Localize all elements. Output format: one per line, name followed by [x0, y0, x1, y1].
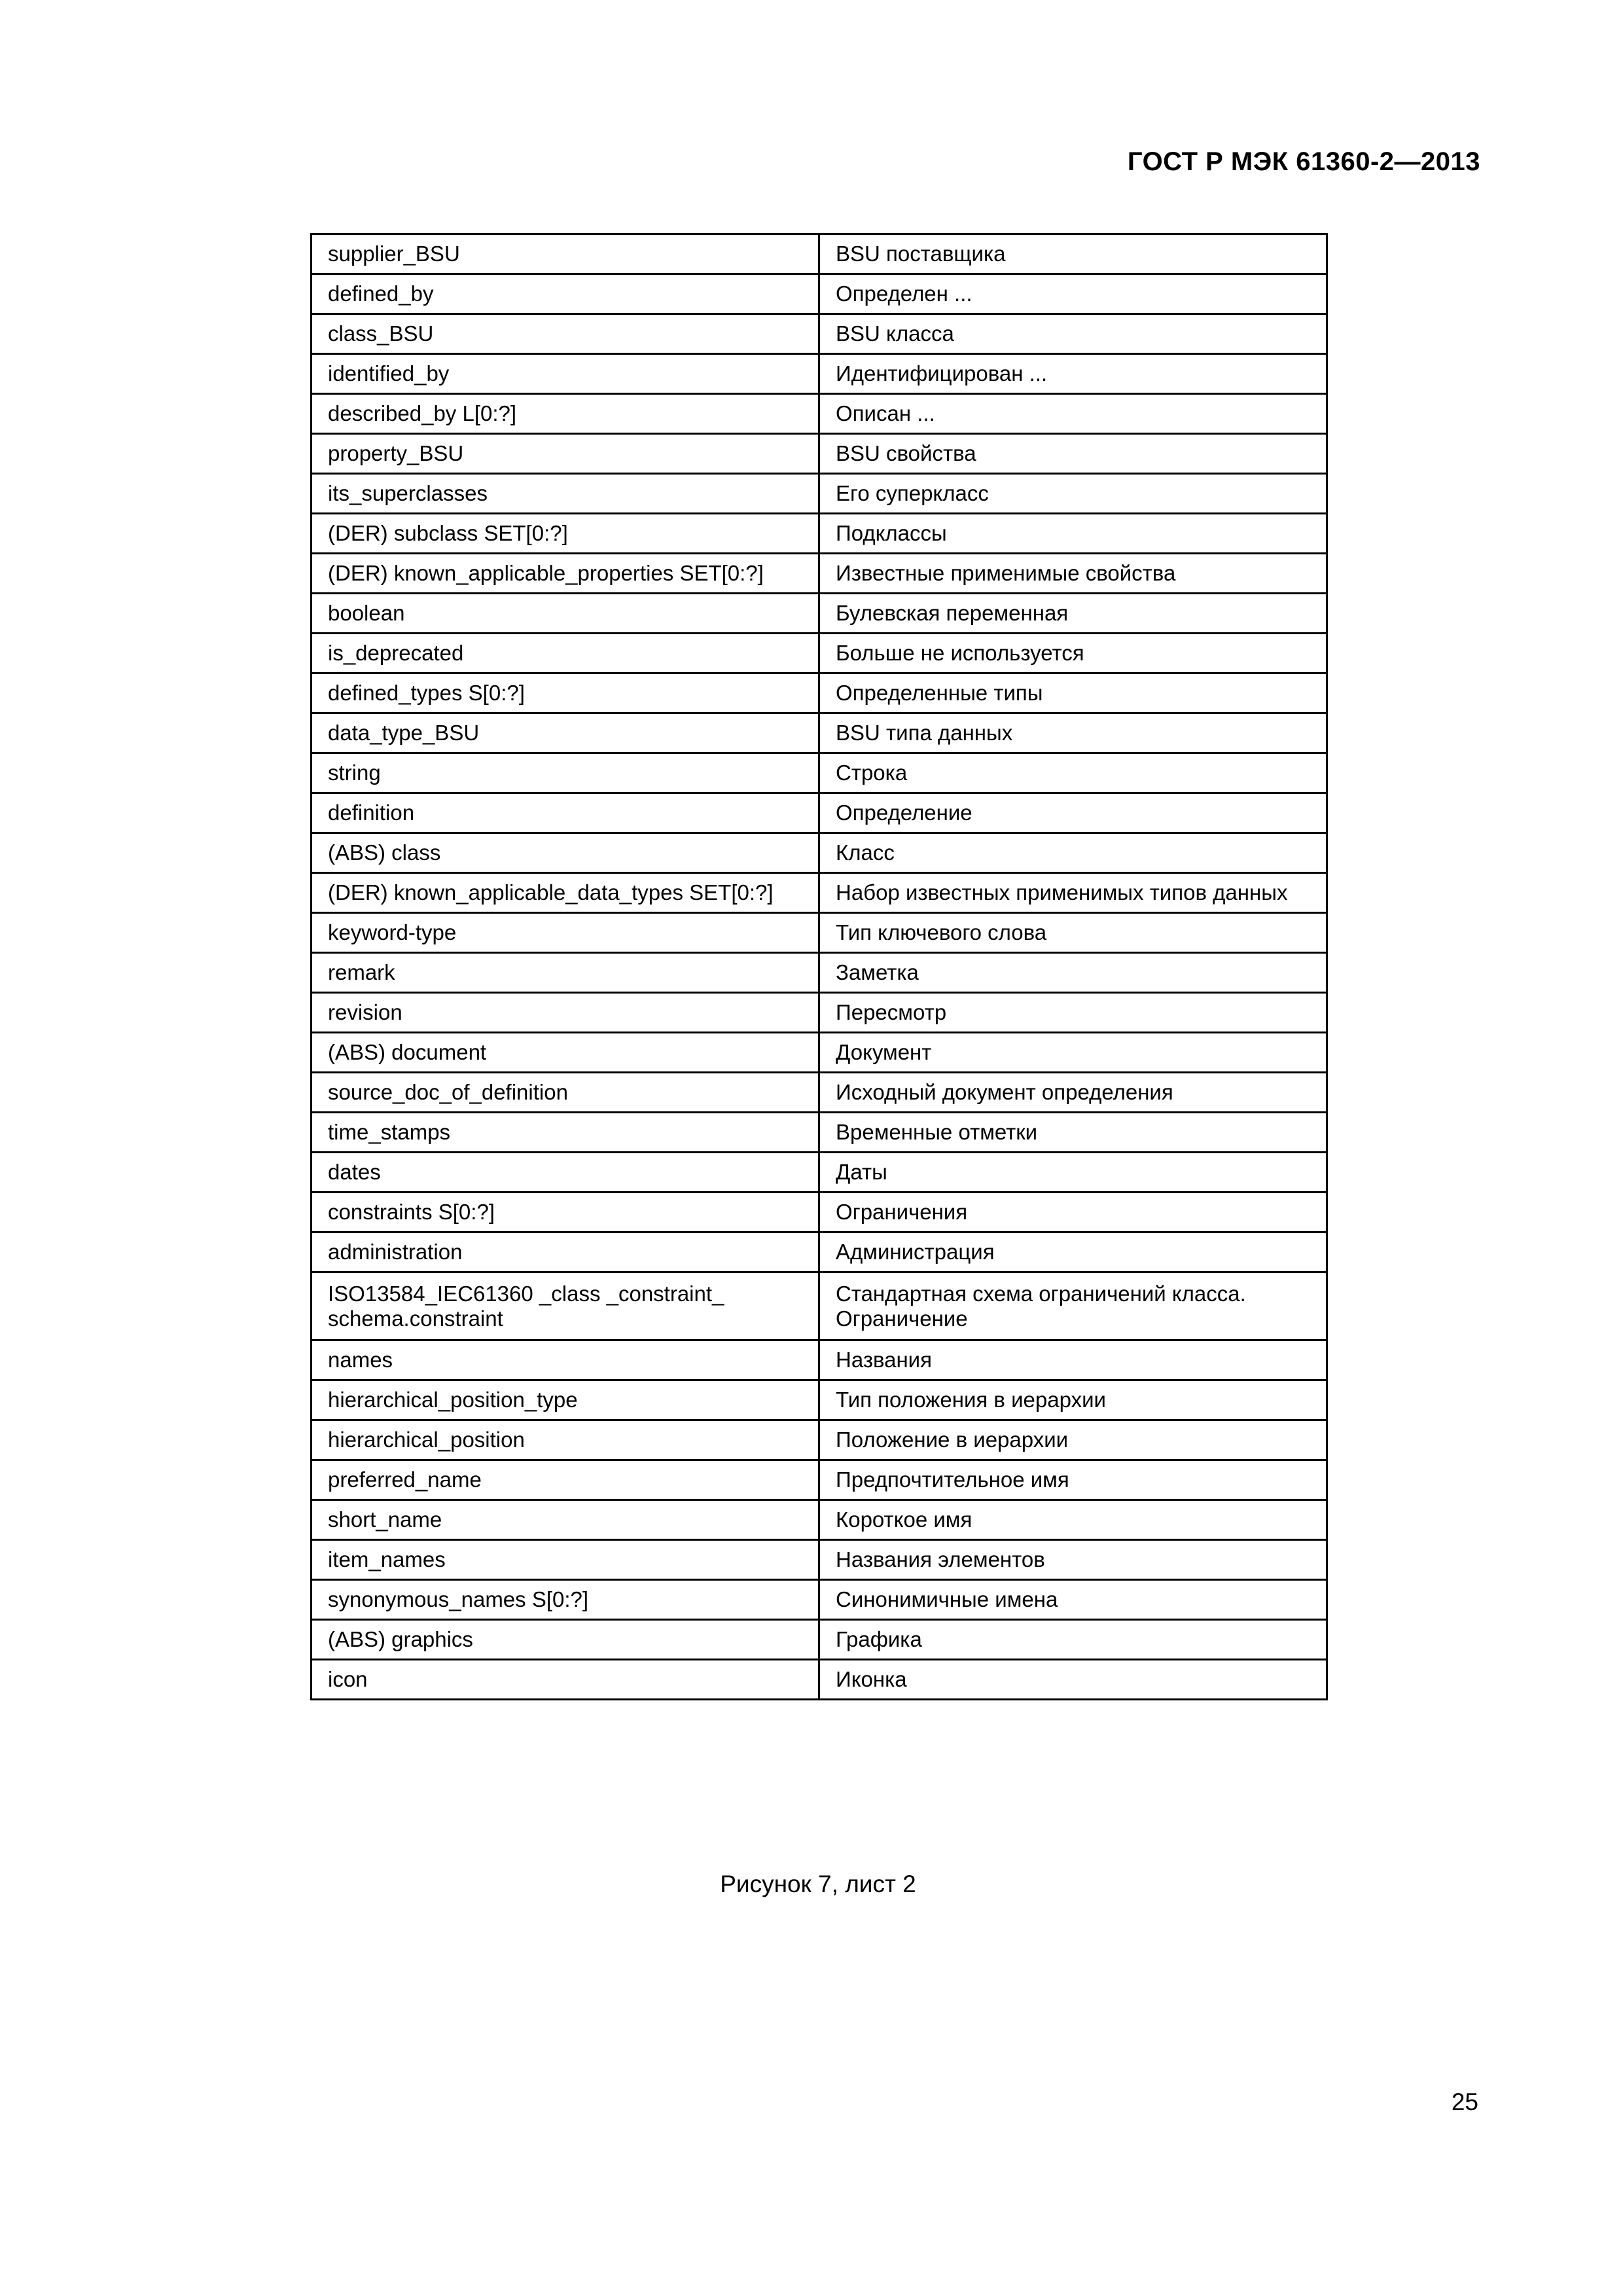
- table-row: [312, 634, 1327, 673]
- translation-cell: Подклассы: [819, 514, 1327, 554]
- translation-cell: Его суперкласс: [819, 474, 1327, 514]
- table-row: [312, 1580, 1327, 1620]
- term-cell: hierarchical_position: [312, 1420, 819, 1460]
- table-row: [312, 394, 1327, 434]
- term-cell: (DER) subclass SET[0:?]: [312, 514, 819, 554]
- table-row: [312, 913, 1327, 953]
- table-row: [312, 833, 1327, 873]
- term-cell: item_names: [312, 1540, 819, 1580]
- translation-cell: Булевская переменная: [819, 594, 1327, 634]
- translation-cell: Известные применимые свойства: [819, 554, 1327, 594]
- translation-cell: Определен ...: [819, 274, 1327, 314]
- translation-cell: Администрация: [819, 1232, 1327, 1272]
- term-cell: (DER) known_applicable_data_types SET[0:?]: [312, 873, 819, 913]
- term-cell: source_doc_of_definition: [312, 1073, 819, 1113]
- term-cell: class_BSU: [312, 314, 819, 354]
- term-cell: property_BSU: [312, 434, 819, 474]
- term-cell: dates: [312, 1153, 819, 1193]
- term-cell: supplier_BSU: [312, 234, 819, 274]
- table-row: [312, 1033, 1327, 1073]
- page-number: 25: [1451, 2089, 1478, 2115]
- translation-cell: Предпочтительное имя: [819, 1460, 1327, 1500]
- translation-cell: Пересмотр: [819, 993, 1327, 1033]
- term-cell: (ABS) graphics: [312, 1620, 819, 1660]
- figure-caption: Рисунок 7, лист 2: [720, 1871, 916, 1897]
- translation-cell: Строка: [819, 753, 1327, 793]
- table-row: [312, 673, 1327, 713]
- table-row: [312, 1660, 1327, 1700]
- table-row: [312, 474, 1327, 514]
- translation-cell: Тип положения в иерархии: [819, 1380, 1327, 1420]
- translation-cell: Короткое имя: [819, 1500, 1327, 1540]
- table-row: [312, 1460, 1327, 1500]
- translation-cell: BSU свойства: [819, 434, 1327, 474]
- table-row: [312, 234, 1327, 274]
- term-cell: preferred_name: [312, 1460, 819, 1500]
- term-cell: hierarchical_position_type: [312, 1380, 819, 1420]
- translation-cell: Временные отметки: [819, 1113, 1327, 1153]
- translation-cell: Даты: [819, 1153, 1327, 1193]
- translation-cell: Ограничения: [819, 1193, 1327, 1232]
- translation-cell: Синонимичные имена: [819, 1580, 1327, 1620]
- translation-cell: Графика: [819, 1620, 1327, 1660]
- translation-cell: Определенные типы: [819, 673, 1327, 713]
- translation-cell: Документ: [819, 1033, 1327, 1073]
- table-row: [312, 713, 1327, 753]
- table-row: [312, 1620, 1327, 1660]
- term-cell: short_name: [312, 1500, 819, 1540]
- translation-cell: Класс: [819, 833, 1327, 873]
- table-row: [312, 793, 1327, 833]
- term-cell: described_by L[0:?]: [312, 394, 819, 434]
- table-row: [312, 1113, 1327, 1153]
- table-row: [312, 594, 1327, 634]
- table-row: [312, 274, 1327, 314]
- term-cell: keyword-type: [312, 913, 819, 953]
- term-cell: icon: [312, 1660, 819, 1700]
- term-cell: definition: [312, 793, 819, 833]
- term-cell: boolean: [312, 594, 819, 634]
- table-row: [312, 1073, 1327, 1113]
- translation-cell: BSU поставщика: [819, 234, 1327, 274]
- translation-cell: Заметка: [819, 953, 1327, 993]
- table-row: [312, 554, 1327, 594]
- table-row: [312, 514, 1327, 554]
- glossary-table-body: [312, 234, 1327, 1700]
- table-row: [312, 1420, 1327, 1460]
- table-row: [312, 953, 1327, 993]
- table-row: [312, 993, 1327, 1033]
- table-row: [312, 434, 1327, 474]
- term-cell: its_superclasses: [312, 474, 819, 514]
- term-cell: (ABS) class: [312, 833, 819, 873]
- table-row: [312, 1340, 1327, 1380]
- table-row: [312, 1153, 1327, 1193]
- table-row: [312, 873, 1327, 913]
- term-cell: administration: [312, 1232, 819, 1272]
- translation-cell: Описан ...: [819, 394, 1327, 434]
- term-cell: string: [312, 753, 819, 793]
- term-cell: defined_by: [312, 274, 819, 314]
- term-cell: defined_types S[0:?]: [312, 673, 819, 713]
- table-row: [312, 1380, 1327, 1420]
- term-cell: data_type_BSU: [312, 713, 819, 753]
- term-cell: ISO13584_IEC61360 _class _constraint_ schema.constraint: [312, 1272, 819, 1340]
- translation-cell: Больше не используется: [819, 634, 1327, 673]
- term-cell: (DER) known_applicable_properties SET[0:?]: [312, 554, 819, 594]
- term-cell: constraints S[0:?]: [312, 1193, 819, 1232]
- term-cell: synonymous_names S[0:?]: [312, 1580, 819, 1620]
- term-cell: (ABS) document: [312, 1033, 819, 1073]
- translation-cell: Набор известных применимых типов данных: [819, 873, 1327, 913]
- translation-cell: Иконка: [819, 1660, 1327, 1700]
- translation-cell: Определение: [819, 793, 1327, 833]
- translation-cell: BSU типа данных: [819, 713, 1327, 753]
- glossary-table: [310, 233, 1328, 1700]
- translation-cell: BSU класса: [819, 314, 1327, 354]
- table-row: [312, 1540, 1327, 1580]
- term-cell: remark: [312, 953, 819, 993]
- document-header-code: ГОСТ Р МЭК 61360-2—2013: [1127, 147, 1480, 176]
- term-cell: names: [312, 1340, 819, 1380]
- translation-cell: Положение в иерархии: [819, 1420, 1327, 1460]
- table-row: [312, 354, 1327, 394]
- translation-cell: Исходный документ определения: [819, 1073, 1327, 1113]
- translation-cell: Названия элементов: [819, 1540, 1327, 1580]
- translation-cell: Стандартная схема ограничений класса. Ограничение: [819, 1272, 1327, 1340]
- translation-cell: Идентифицирован ...: [819, 354, 1327, 394]
- term-cell: time_stamps: [312, 1113, 819, 1153]
- term-cell: revision: [312, 993, 819, 1033]
- table-row: [312, 753, 1327, 793]
- table-row: [312, 1193, 1327, 1232]
- term-cell: identified_by: [312, 354, 819, 394]
- translation-cell: Названия: [819, 1340, 1327, 1380]
- table-row: [312, 1500, 1327, 1540]
- term-cell: is_deprecated: [312, 634, 819, 673]
- table-row: [312, 314, 1327, 354]
- table-row: [312, 1272, 1327, 1340]
- translation-cell: Тип ключевого слова: [819, 913, 1327, 953]
- table-row: [312, 1232, 1327, 1272]
